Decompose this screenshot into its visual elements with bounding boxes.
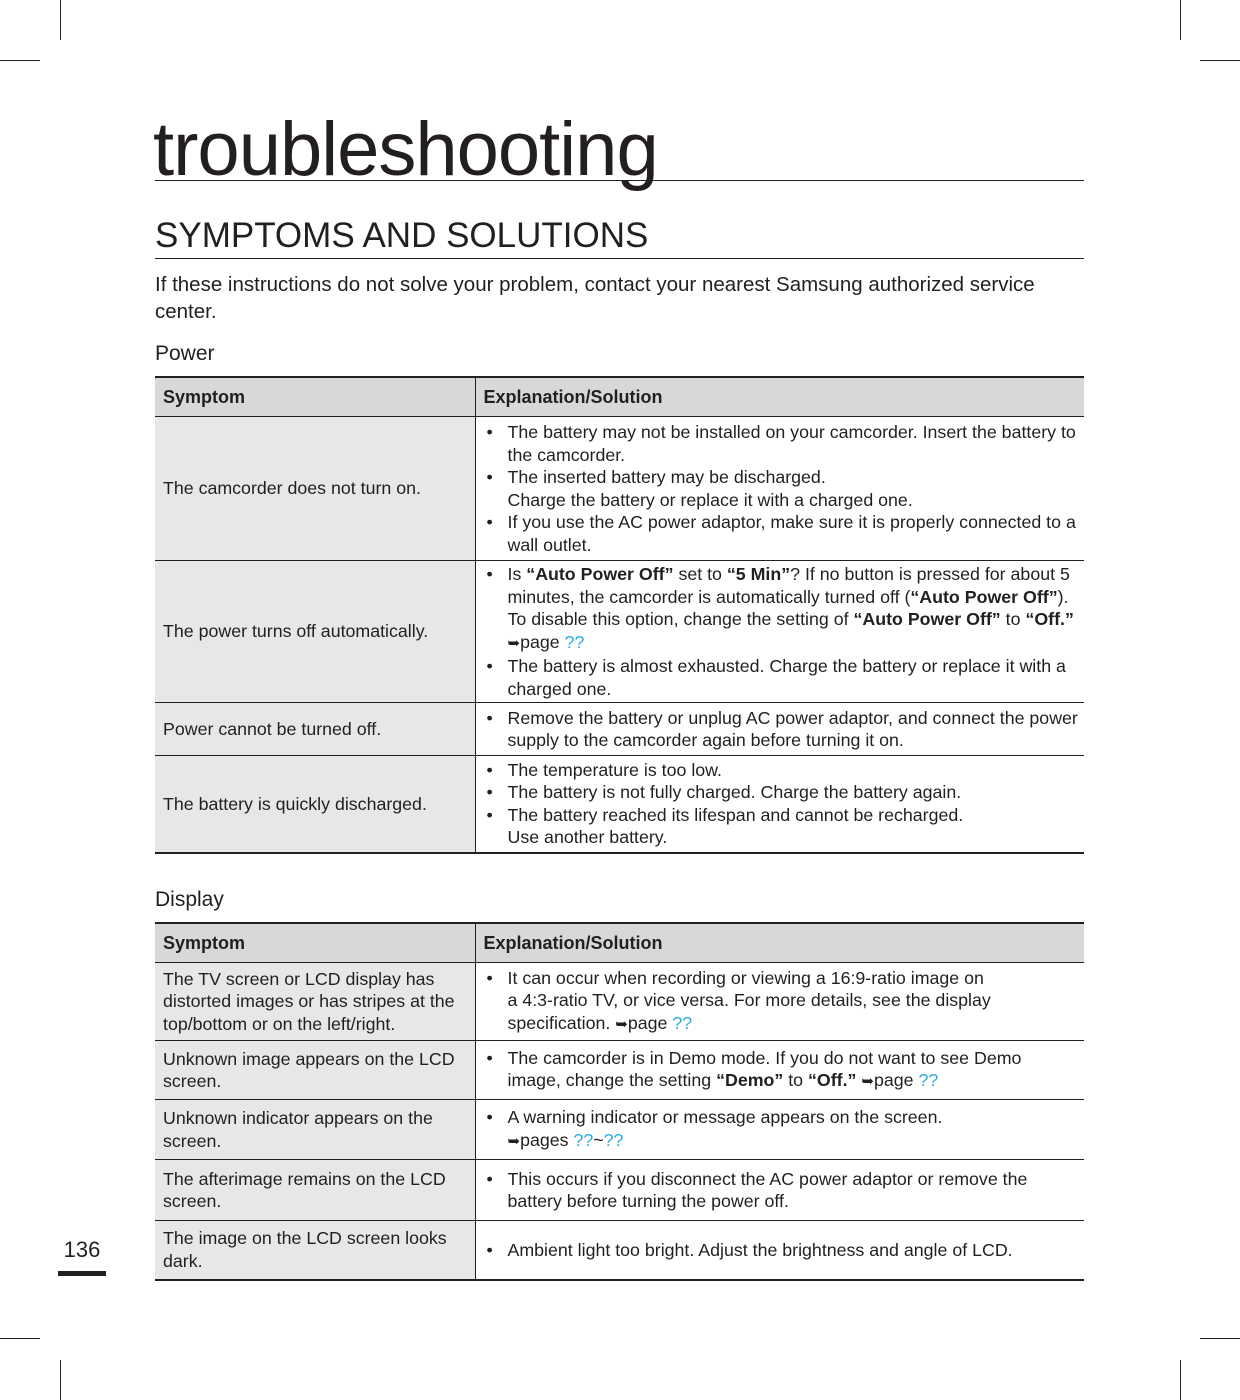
setting-value: “5 Min” (726, 564, 791, 584)
text-span: The camcorder is in Demo mode. If you do not want to see Demo image, change the setting (507, 1047, 1022, 1090)
solution-cell (475, 561, 1084, 703)
bullet-item: • Ambient light too bright. Adjust the brightness and angle of LCD. (484, 1239, 1079, 1262)
bullet-text: The battery reached its lifespan and cannot be recharged. (507, 804, 964, 825)
crop-mark (1200, 1338, 1240, 1339)
bullet-item (484, 563, 1079, 655)
solution-cell (475, 756, 1084, 853)
symptom-cell: The TV screen or LCD display has distorted images or has stripes at the top/bottom or on the left/right. (155, 963, 475, 1041)
text-span: ? If no button is pressed for about 5 minutes, the camcorder is automatically turned off ( (507, 564, 1070, 607)
symptom-cell: The image on the LCD screen looks dark. (155, 1221, 475, 1280)
crop-mark (60, 1360, 61, 1400)
table-row (155, 1160, 1084, 1221)
chapter-header (153, 107, 1084, 192)
setting-name: “Auto Power Off” (853, 609, 1001, 629)
page-arrow-icon: ➥ (861, 1073, 874, 1090)
symptom-cell: The camcorder does not turn on. (155, 417, 475, 561)
crop-mark (0, 60, 40, 61)
page-number: 136 (63, 1237, 101, 1262)
bullet-item (484, 1106, 1079, 1153)
bullet-text: Use another battery. (507, 827, 668, 848)
symptom-cell: Unknown indicator appears on the screen. (155, 1100, 475, 1160)
bullet-item: • Remove the battery or unplug AC power adaptor, and connect the power supply to the camcorder again before turning it on. (484, 707, 1079, 752)
bullet-item: • The battery may not be installed on your camcorder. Insert the battery to the camcorder. (484, 421, 1079, 466)
page-reference[interactable]: ?? (603, 1129, 624, 1150)
bullet-item (484, 466, 1079, 511)
bullet-text: Charge the battery or replace it with a charged one. (507, 489, 913, 510)
setting-value: “Off.” (1025, 609, 1074, 629)
text-span: to (788, 1070, 804, 1090)
text-span: to (1005, 609, 1021, 629)
table-row (155, 703, 1084, 756)
text-span: pages (520, 1129, 569, 1150)
bullet-text: The inserted battery may be discharged. (507, 467, 826, 487)
table-row (155, 756, 1084, 853)
bullet-item: • This occurs if you disconnect the AC power adaptor or remove the battery before turning the power off. (484, 1168, 1079, 1213)
solution-cell (475, 963, 1084, 1041)
col-solution-header: Explanation/Solution (475, 377, 1084, 417)
setting-name: “Auto Power Off” (526, 564, 674, 584)
page-reference[interactable]: ?? (573, 1129, 594, 1150)
symptom-cell: The afterimage remains on the LCD screen. (155, 1160, 475, 1221)
solution-cell (475, 417, 1084, 561)
table-row (155, 561, 1084, 703)
col-solution-header: Explanation/Solution (475, 923, 1084, 963)
symptom-cell: Unknown image appears on the LCD screen. (155, 1041, 475, 1100)
table-row (155, 1221, 1084, 1280)
symptom-cell: The power turns off automatically. (155, 561, 475, 703)
col-symptom-header: Symptom (155, 923, 475, 963)
table-row (155, 417, 1084, 561)
text-span: set to (678, 564, 722, 584)
power-table (155, 376, 1084, 854)
bullet-item (484, 1047, 1079, 1094)
crop-mark (1180, 0, 1181, 40)
solution-cell (475, 703, 1084, 756)
page-reference[interactable]: ?? (672, 1012, 693, 1033)
symptom-cell: The battery is quickly discharged. (155, 756, 475, 853)
solution-cell (475, 1041, 1084, 1100)
bullet-item: • The temperature is too low. (484, 759, 1079, 782)
bullet-item (484, 804, 1079, 849)
page-arrow-icon: ➥ (507, 634, 521, 652)
text-span: It can occur when recording or viewing a 16:9-ratio image on (507, 967, 984, 988)
text-span: A warning indicator or message appears on the screen. (507, 1107, 943, 1127)
power-heading: Power (155, 342, 215, 365)
page-reference[interactable]: ?? (564, 631, 585, 652)
text-span: page (520, 631, 560, 652)
page-arrow-icon: ➥ (615, 1015, 628, 1033)
solution-cell (475, 1100, 1084, 1160)
crop-mark (1200, 60, 1240, 61)
text-span: ~ (593, 1129, 604, 1150)
table-row (155, 963, 1084, 1041)
setting-value: “Off.” (808, 1070, 857, 1090)
table-header-row (155, 377, 1084, 417)
text-span: a 4:3-ratio TV, or vice versa. For more details, see the display specification. (507, 990, 991, 1033)
text-span: page (627, 1012, 668, 1033)
text-span: Is (507, 564, 522, 584)
solution-cell (475, 1221, 1084, 1280)
table-row (155, 1100, 1084, 1160)
bullet-item: • The battery is almost exhausted. Charge the battery or replace it with a charged one. (484, 655, 1079, 700)
symptom-cell: Power cannot be turned off. (155, 703, 475, 756)
col-symptom-header: Symptom (155, 377, 475, 417)
page-number-bar (58, 1271, 106, 1276)
bullet-item: • If you use the AC power adaptor, make sure it is properly connected to a wall outlet. (484, 511, 1079, 556)
setting-name: “Demo” (716, 1070, 784, 1090)
table-row (155, 1041, 1084, 1100)
text-span: page (873, 1070, 914, 1090)
chapter-title: troubleshooting (153, 107, 658, 192)
page-arrow-icon: ➥ (507, 1132, 521, 1150)
crop-mark (1180, 1360, 1181, 1400)
display-heading: Display (155, 888, 224, 911)
intro-text: If these instructions do not solve your problem, contact your nearest Samsung authorized service center. (155, 273, 1035, 323)
table-header-row (155, 923, 1084, 963)
setting-name: “Auto Power Off” (910, 586, 1058, 607)
solution-cell (475, 1160, 1084, 1221)
text-span: ). To disable this option, change the setting of (507, 586, 1069, 629)
section-title: SYMPTOMS AND SOLUTIONS (155, 214, 1084, 259)
display-table (155, 922, 1084, 1281)
crop-mark (60, 0, 61, 40)
page-reference[interactable]: ?? (918, 1070, 939, 1090)
crop-mark (0, 1338, 40, 1339)
bullet-item: • The battery is not fully charged. Charge the battery again. (484, 781, 1079, 804)
bullet-item (484, 967, 1079, 1037)
